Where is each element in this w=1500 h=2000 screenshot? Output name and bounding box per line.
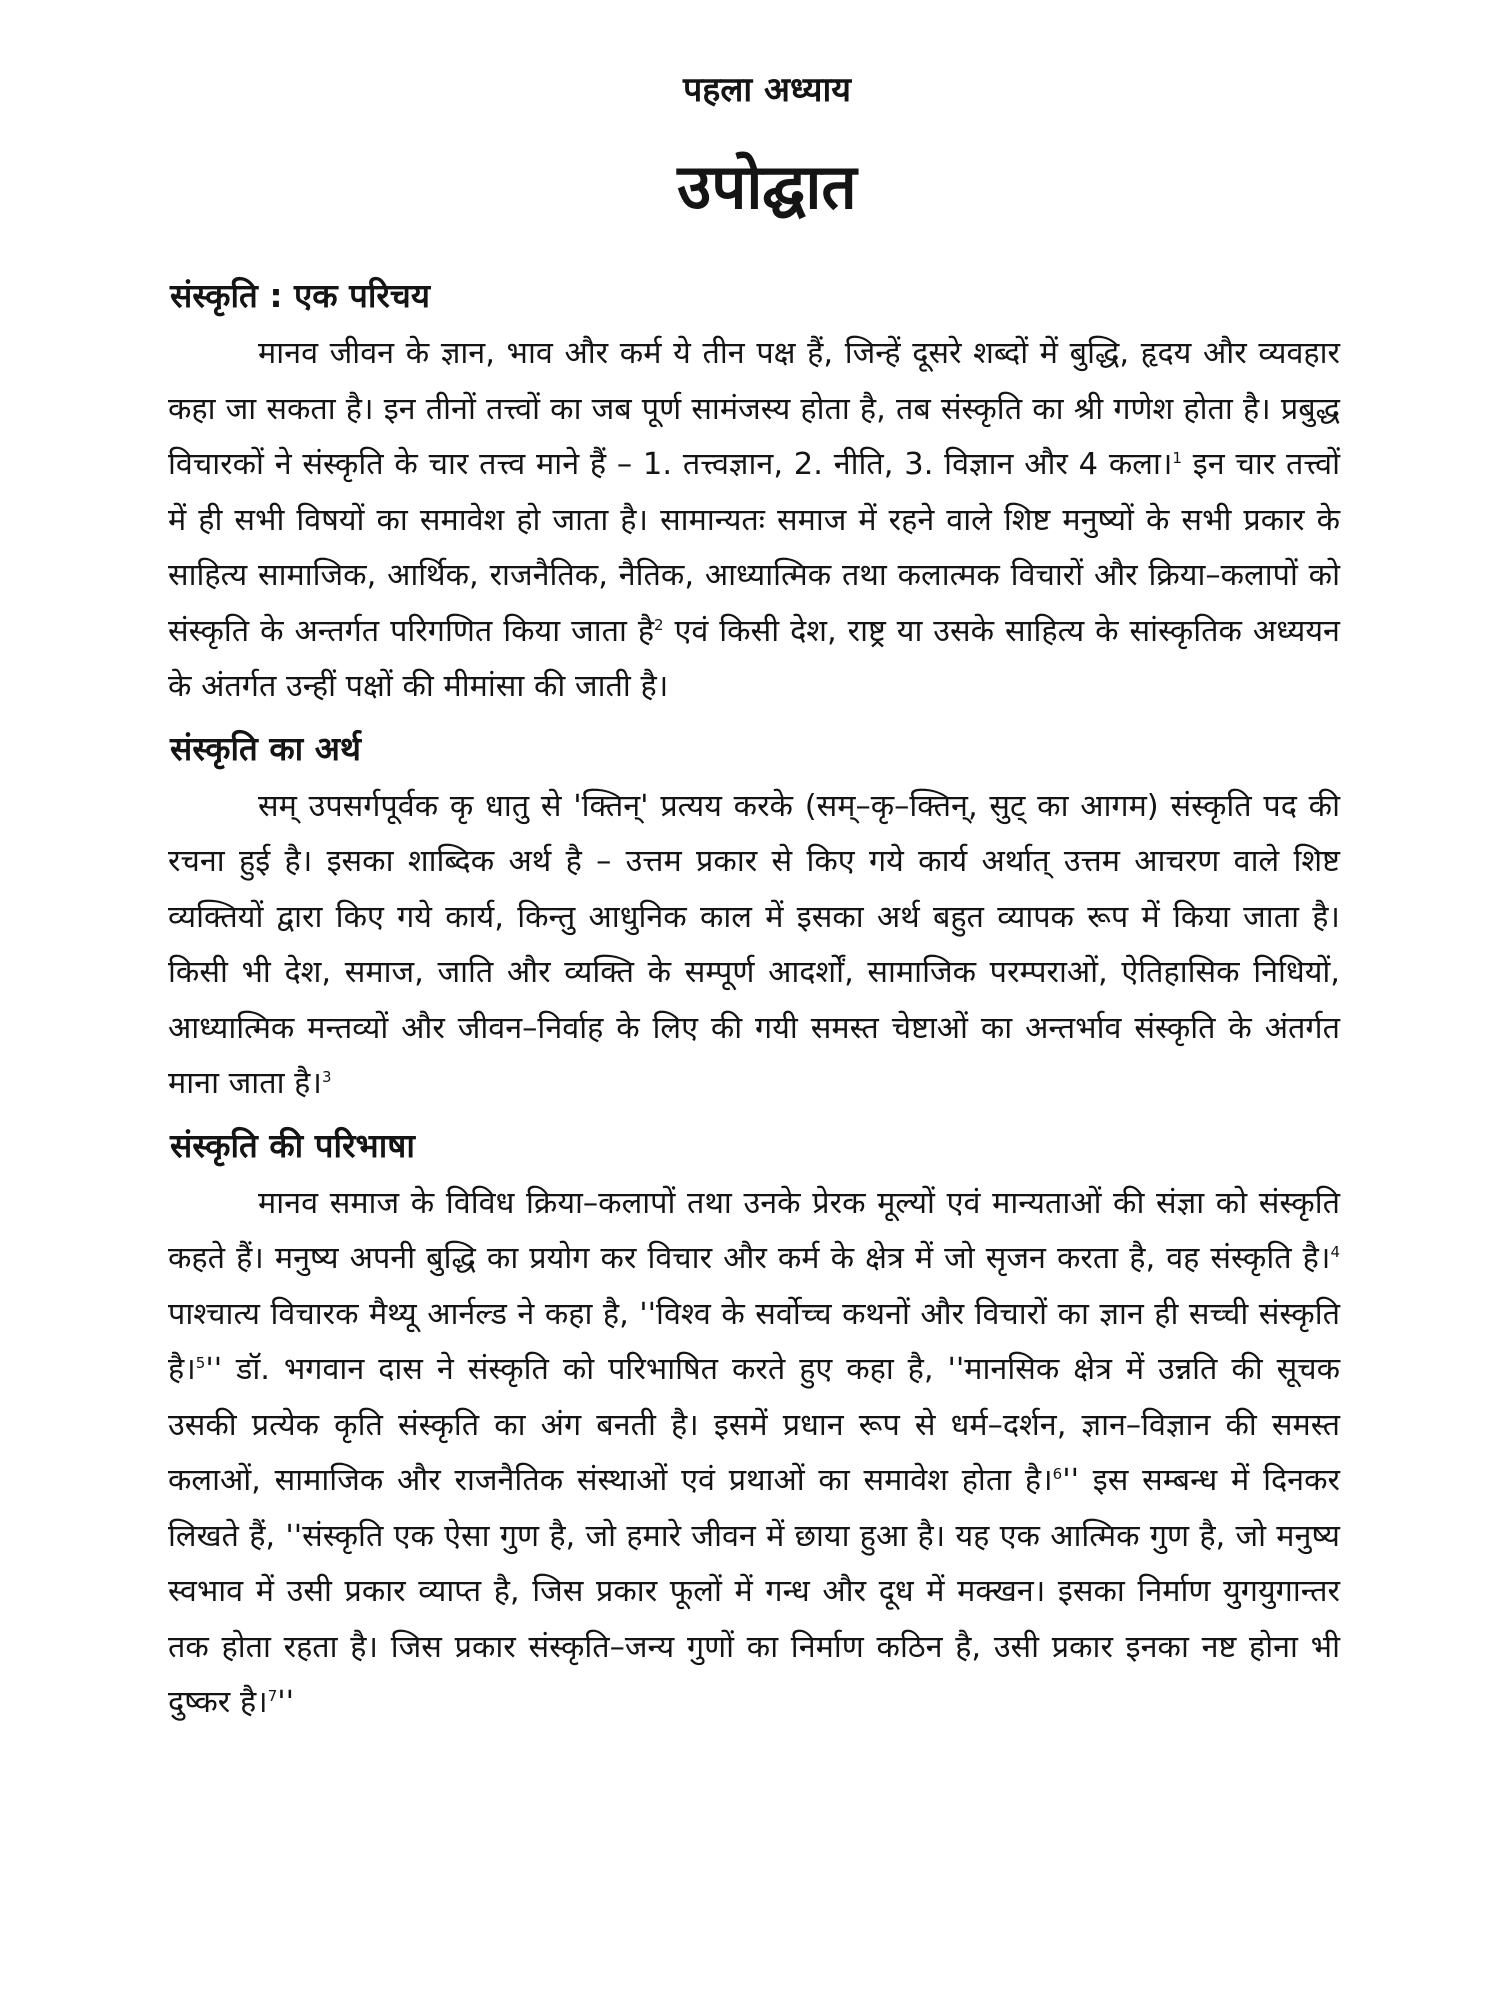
text-run: पाश्चात्य विचारक मैथ्यू आर्नल्ड ने कहा है, ''विश्व के सर्वोच्च कथनों और विचारों का ज्ञान ही सच्ची संस्कृति है। xyxy=(168,1296,1340,1387)
footnote-marker: 4 xyxy=(1330,1242,1340,1261)
text-run: '' इस सम्बन्ध में दिनकर लिखते हैं, ''संस्कृति एक ऐसा गुण है, जो हमारे जीवन में छाया हुआ है। यह एक आत्मिक गुण है, जो मनुष्य स्वभाव में उसी प्रकार व्याप्त है, जिस प्रकार फूलों में गन्ध और दूध में मक्खन। इसका निर्माण युगयुगान्तर तक होता रहता है। जिस प्रकार संस्कृति–जन्य गुणों का निर्माण कठिन है, उसी प्रकार इनका नष्ट होना भी दुष्कर है। xyxy=(168,1463,1340,1720)
footnote-marker: 2 xyxy=(654,615,664,634)
text-run: '' डॉ. भगवान दास ने संस्कृति को परिभाषित करते हुए कहा है, ''मानसिक क्षेत्र में उन्नति की सूचक उसकी प्रत्येक कृति संस्कृति का अंग बनती है। इसमें प्रधान रूप से धर्म–दर्शन, ज्ञान–विज्ञान की समस्त कलाओं, सामाजिक और राजनैतिक संस्थाओं एवं प्रथाओं का समावेश होता है। xyxy=(168,1352,1340,1498)
section-meaning xyxy=(160,727,1340,1112)
footnote-marker: 7 xyxy=(267,1686,278,1705)
footnote-marker: 6 xyxy=(1052,1464,1063,1483)
footnote-marker: 3 xyxy=(321,1067,332,1086)
footnote-marker: 1 xyxy=(1172,448,1182,467)
text-run: मानव जीवन के ज्ञान, भाव और कर्म ये तीन पक्ष हैं, जिन्हें दूसरे शब्दों में बुद्धि, हृदय और व्यवहार कहा जा सकता है। इन तीनों तत्त्वों का जब पूर्ण सामंजस्य होता है, तब संस्कृति का श्री गणेश होता है। प्रबुद्ध विचारकों ने संस्कृति के चार तत्त्व माने हैं – 1. तत्त्वज्ञान, 2. नीति, 3. विज्ञान और 4 कला। xyxy=(168,336,1340,482)
section-heading: संस्कृति की परिभाषा xyxy=(170,1125,415,1165)
footnote-marker: 5 xyxy=(195,1353,206,1372)
chapter-title: उपोद्घात xyxy=(677,150,857,223)
text-run: सम् उपसर्गपूर्वक कृ धातु से 'क्तिन्' प्रत्यय करके (सम्–कृ–क्तिन्, सुट् का आगम) संस्कृति पद की रचना हुई है। इसका शाब्दिक अर्थ है – उत्तम प्रकार से किए गये कार्य अर्थात् उत्तम आचरण वाले शिष्ट व्यक्तियों द्वारा किए गये कार्य, किन्तु आधुनिक काल में इसका अर्थ बहुत व्यापक रूप में किया जाता है। किसी भी देश, समाज, जाति और व्यक्ति के सम्पूर्ण आदर्शों, सामाजिक परम्पराओं, ऐतिहासिक निधियों, आध्यात्मिक मन्तव्यों और जीवन–निर्वाह के लिए की गयी समस्त चेष्टाओं का अन्तर्भाव संस्कृति के अंतर्गत माना जाता है। xyxy=(168,788,1340,1101)
text-run: एवं किसी देश, राष्ट्र या उसके साहित्य के सांस्कृतिक अध्ययन के अंतर्गत उन्हीं पक्षों की मीमांसा की जाती है। xyxy=(168,613,1340,704)
text-run: इन चार तत्त्वों में ही सभी विषयों का समावेश हो जाता है। सामान्यतः समाज में रहने वाले शिष्ट मनुष्यों के सभी प्रकार के साहित्य सामाजिक, आर्थिक, राजनैतिक, नैतिक, आध्यात्मिक तथा कलात्मक विचारों और क्रिया–कलापों को संस्कृति के अन्तर्गत परिगणित किया जाता है xyxy=(168,447,1340,649)
section-heading: संस्कृति का अर्थ xyxy=(170,728,362,768)
text-run: मानव समाज के विविध क्रिया–कलापों तथा उनके प्रेरक मूल्यों एवं मान्यताओं की संज्ञा को संस्कृति कहते हैं। मनुष्य अपनी बुद्धि का प्रयोग कर विचार और कर्म के क्षेत्र में जो सृजन करता है, वह संस्कृति है। xyxy=(168,1185,1340,1276)
paragraph xyxy=(160,1176,1340,1731)
paragraph xyxy=(160,326,1340,715)
section-introduction xyxy=(160,274,1340,715)
chapter-label: पहला अध्याय xyxy=(682,70,852,110)
section-heading: संस्कृति : एक परिचय xyxy=(170,276,430,315)
section-definition xyxy=(160,1124,1340,1731)
text-run: '' xyxy=(277,1685,295,1720)
paragraph xyxy=(160,779,1340,1112)
